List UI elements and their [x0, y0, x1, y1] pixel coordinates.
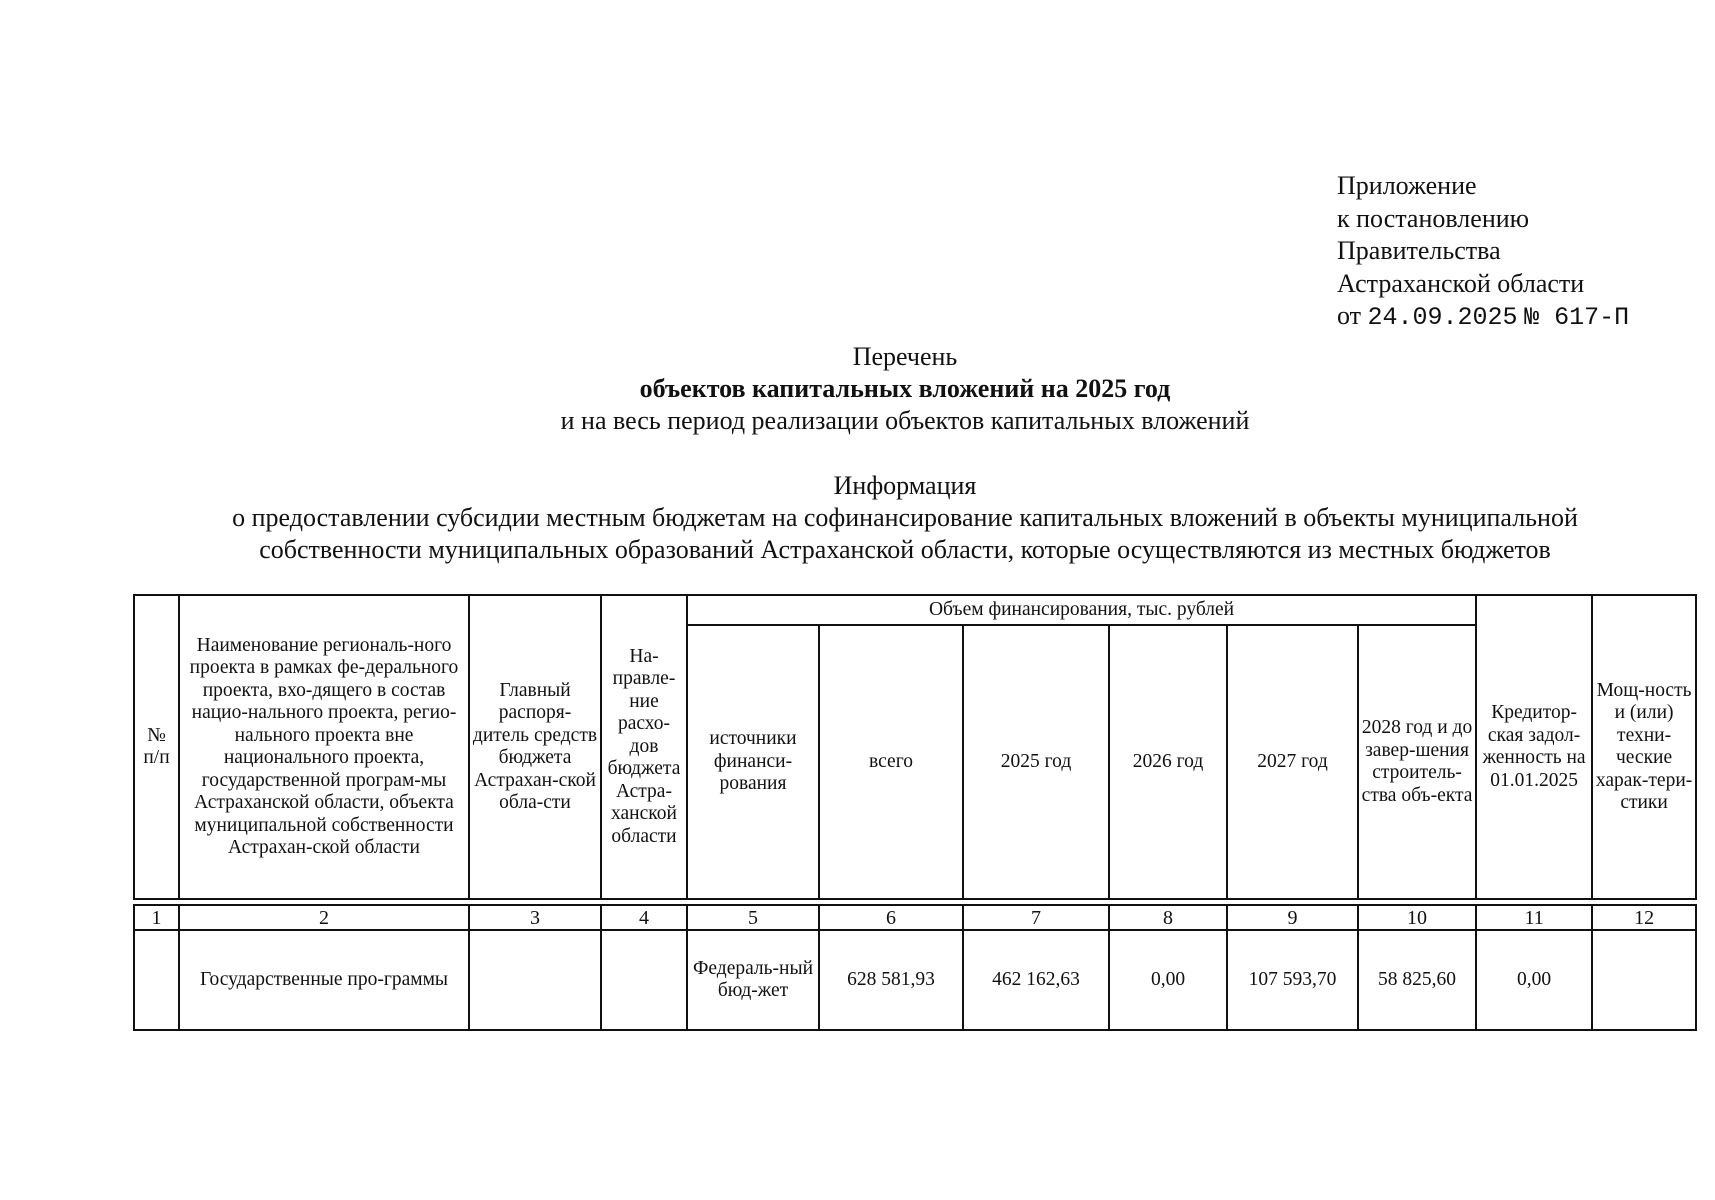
column-number: 5 [687, 905, 819, 930]
column-number: 3 [469, 905, 601, 930]
header-2026: 2026 год [1109, 625, 1227, 899]
header-2027: 2027 год [1227, 625, 1358, 899]
header-volume-group: Объем финансирования, тыс. рублей [687, 595, 1476, 625]
appendix-line: Астраханской области [1337, 268, 1585, 298]
title-line: и на весь период реализации объектов капитальных вложений [560, 406, 1250, 435]
appendix-line: к постановлению [1337, 203, 1530, 233]
column-number: 9 [1227, 905, 1358, 930]
document-title [0, 341, 1715, 437]
header-name: Наименование региональ-ного проекта в рамках фе-дерального проекта, вхо-дящего в состав нацио-нального проекта, регио-нального проекта вне национального проекта, государственной програм-мы Астраханской области, объекта муниципальной собственности Астрахан-ской области [179, 595, 469, 899]
cell-name: Государственные про-граммы [179, 930, 469, 1030]
cell-2025: 462 162,63 [963, 930, 1109, 1030]
info-line: собственности муниципальных образований Астраханской области, которые осуществляются из местных бюджетов [259, 535, 1551, 564]
header-2028: 2028 год и до завер-шения строитель-ства объ-екта [1358, 625, 1476, 899]
title-line: объектов капитальных вложений на 2025 год [639, 374, 1171, 403]
title-line: Перечень [852, 342, 958, 371]
column-number: 10 [1358, 905, 1476, 930]
cell-capacity [1592, 930, 1696, 1030]
cell-manager [469, 930, 601, 1030]
cell-total: 628 581,93 [819, 930, 963, 1030]
column-number: 11 [1476, 905, 1592, 930]
capital-investments-table [133, 594, 1697, 1031]
header-num: № п/п [134, 595, 179, 899]
cell-2027: 107 593,70 [1227, 930, 1358, 1030]
header-sources: источники финанси-рования [687, 625, 819, 899]
resolution-date: 24.09.2025 [1367, 303, 1518, 332]
info-title [0, 470, 1715, 566]
header-capacity: Мощ-ность и (или) техни-ческие харак-тери-стики [1592, 595, 1696, 899]
column-number: 6 [819, 905, 963, 930]
column-number: 4 [601, 905, 687, 930]
cell-2026: 0,00 [1109, 930, 1227, 1030]
column-number: 12 [1592, 905, 1696, 930]
column-numbers-row [134, 905, 1696, 930]
header-manager: Главный распоря-дитель средств бюджета Астрахан-ской обла-сти [469, 595, 601, 899]
header-row [134, 595, 1696, 625]
header-direction: На-правле-ние расхо-дов бюджета Астра-ханской области [601, 595, 687, 899]
info-line: о предоставлении субсидии местным бюджетам на софинансирование капитальных вложений в объекты муниципальной [232, 503, 1578, 532]
column-number: 7 [963, 905, 1109, 930]
cell-num [134, 930, 179, 1030]
resolution-number: № 617-П [1524, 303, 1630, 332]
column-number: 8 [1109, 905, 1227, 930]
cell-source: Федераль-ный бюд-жет [687, 930, 819, 1030]
table-row [134, 930, 1696, 1030]
info-line: Информация [833, 471, 977, 500]
column-number: 1 [134, 905, 179, 930]
header-2025: 2025 год [963, 625, 1109, 899]
header-debt: Кредитор-ская задол-женность на 01.01.2025 [1476, 595, 1592, 899]
date-prefix: от [1337, 301, 1362, 330]
appendix-line: Правительства [1337, 236, 1501, 265]
cell-2028: 58 825,60 [1358, 930, 1476, 1030]
appendix-date-line [1337, 300, 1629, 335]
cell-debt: 0,00 [1476, 930, 1592, 1030]
cell-direction [601, 930, 687, 1030]
column-number: 2 [179, 905, 469, 930]
appendix-block [1337, 170, 1629, 335]
header-total: всего [819, 625, 963, 899]
appendix-line: Приложение [1337, 171, 1477, 200]
